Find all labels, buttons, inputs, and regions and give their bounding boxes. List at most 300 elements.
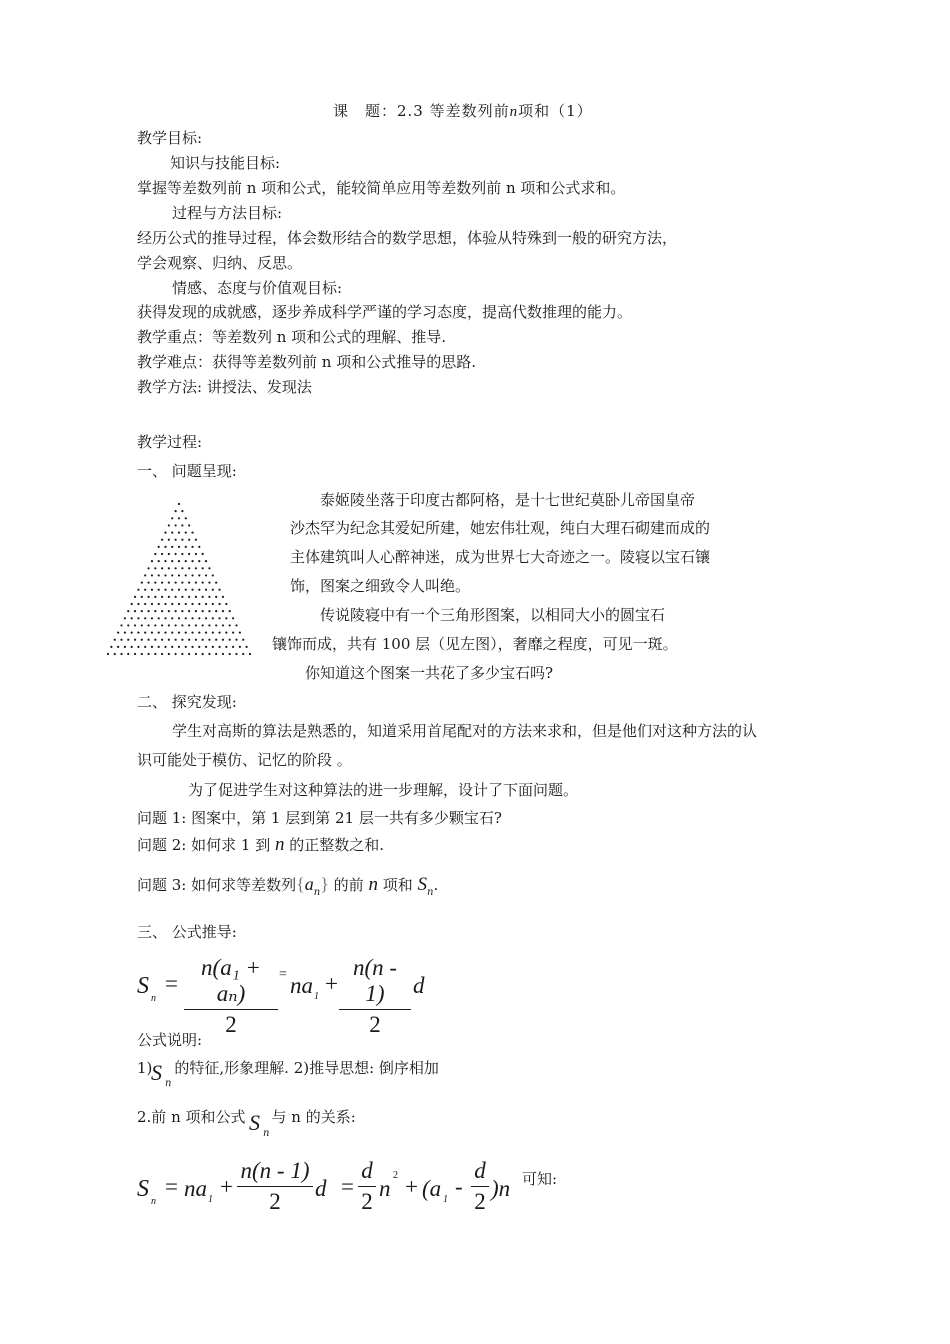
gem-dot	[164, 617, 166, 619]
gem-dot	[188, 581, 190, 583]
gem-dot	[235, 624, 237, 626]
f2-na: na	[184, 1176, 207, 1201]
gem-dot	[124, 646, 126, 648]
f2-frac3-bar	[471, 1186, 489, 1187]
sum-formula-1	[137, 955, 437, 1037]
gem-dot	[124, 617, 126, 619]
key-point: 教学重点：等差数列 n 项和公式的理解、推导.	[137, 328, 446, 346]
f2-frac2-den: 2	[361, 1189, 373, 1214]
gem-dot	[185, 617, 187, 619]
gem-dot	[215, 653, 217, 655]
gem-dot	[188, 539, 190, 541]
gem-dot	[212, 646, 214, 648]
q3-text-a: 问题 3: 如何求等差数列	[137, 876, 297, 894]
gem-dot	[151, 603, 153, 605]
f2-frac-2	[358, 1158, 376, 1215]
gem-dot	[195, 610, 197, 612]
sum-formula-2	[137, 1158, 577, 1218]
gem-dot	[222, 639, 224, 641]
gem-dot	[191, 646, 193, 648]
gem-dot	[141, 581, 143, 583]
gem-dot	[124, 631, 126, 633]
gem-dot	[161, 653, 163, 655]
gem-dot	[178, 646, 180, 648]
gem-dot	[191, 574, 193, 576]
gem-dot	[198, 603, 200, 605]
gem-dot	[161, 610, 163, 612]
note2-S: S	[249, 1110, 260, 1135]
explore-text-2: 识可能处于模仿、记忆的阶段 。	[137, 751, 352, 769]
gem-dot	[181, 581, 183, 583]
f2-bar	[237, 1186, 313, 1187]
gem-dot	[141, 653, 143, 655]
process-title: 教学过程:	[137, 433, 203, 451]
gem-dot	[232, 617, 234, 619]
f2-eq: =	[165, 1174, 178, 1199]
gem-dot	[208, 581, 210, 583]
story-line-2: 沙杰罕为纪念其爱妃所建，她宏伟壮观，纯白大理石砌建而成的	[290, 519, 711, 537]
gem-dot	[181, 653, 183, 655]
gem-dot	[198, 560, 200, 562]
f1-na: na	[290, 973, 313, 998]
gem-dot	[161, 596, 163, 598]
gem-dot	[137, 617, 139, 619]
gem-dot	[232, 646, 234, 648]
section-problem: 一、 问题呈现:	[137, 462, 237, 480]
gem-dot	[107, 653, 109, 655]
f1-num2: n(n - 1)	[352, 955, 398, 1006]
gem-dot	[154, 653, 156, 655]
gem-dot	[185, 603, 187, 605]
gem-dot	[158, 589, 160, 591]
gem-dot	[191, 603, 193, 605]
gem-dot	[175, 639, 177, 641]
q3-text-c: 项和	[382, 876, 413, 894]
gem-dot	[235, 639, 237, 641]
gem-dot	[185, 517, 187, 519]
gem-dot	[208, 596, 210, 598]
gem-dot	[161, 553, 163, 555]
title-prefix: 课 题：2.3 等差数列前	[333, 102, 510, 120]
gem-dot	[229, 624, 231, 626]
gem-dot	[147, 639, 149, 641]
f1-S: S	[137, 973, 149, 999]
gem-dot	[175, 653, 177, 655]
gem-dot	[114, 653, 116, 655]
gem-dot	[178, 603, 180, 605]
gem-dot	[127, 610, 129, 612]
can-know: 可知:	[522, 1170, 558, 1188]
knowledge-text: 掌握等差数列前 n 项和公式，能较简单应用等差数列前 n 项和公式求和。	[137, 179, 626, 197]
gem-dot	[158, 631, 160, 633]
f1-num: n(a₁ + aₙ)	[201, 955, 261, 1006]
section-explore: 二、 探究发现:	[137, 693, 237, 711]
gem-dot	[171, 631, 173, 633]
gem-dot	[249, 653, 251, 655]
gem-dot	[215, 624, 217, 626]
gem-dot	[171, 617, 173, 619]
gem-dot	[178, 617, 180, 619]
gem-dot	[171, 560, 173, 562]
gem-dot	[164, 603, 166, 605]
gem-dot	[147, 596, 149, 598]
gem-dot	[222, 596, 224, 598]
gem-dot	[188, 610, 190, 612]
f2-minus: -	[455, 1174, 463, 1199]
gem-dot	[178, 531, 180, 533]
gem-dot	[120, 653, 122, 655]
gem-dot	[191, 631, 193, 633]
gem-dot	[188, 567, 190, 569]
q3-text-b: 的前	[333, 876, 364, 894]
gem-dot	[195, 581, 197, 583]
gem-dot	[147, 610, 149, 612]
f1-den2: 2	[369, 1012, 381, 1037]
gem-dot	[144, 631, 146, 633]
gem-dot	[218, 589, 220, 591]
gem-dot	[188, 624, 190, 626]
note1-text: 的特征,形象理解. 2)推导思想: 倒序相加	[174, 1059, 439, 1077]
gem-dot	[212, 617, 214, 619]
note1-S: S	[151, 1060, 162, 1085]
gem-dot	[168, 567, 170, 569]
gem-dot	[181, 510, 183, 512]
q3-a-sub: n	[313, 887, 321, 898]
gem-dot	[181, 596, 183, 598]
gem-dot	[175, 553, 177, 555]
gem-dot	[158, 546, 160, 548]
f1-frac-1	[184, 955, 278, 1038]
gem-dot	[147, 624, 149, 626]
gem-dot	[147, 581, 149, 583]
gem-dot	[161, 567, 163, 569]
gem-dot	[175, 581, 177, 583]
gem-dot	[141, 624, 143, 626]
gem-dot	[131, 631, 133, 633]
gem-dot	[205, 646, 207, 648]
q3-s: S	[417, 874, 428, 895]
gem-dot	[222, 624, 224, 626]
gem-dot	[147, 653, 149, 655]
gem-dot	[185, 560, 187, 562]
gem-dot	[134, 624, 136, 626]
gem-dot	[171, 589, 173, 591]
f2-d: d	[315, 1176, 327, 1201]
gem-dot	[144, 603, 146, 605]
gem-dot	[175, 539, 177, 541]
gem-dot	[188, 524, 190, 526]
gem-dot	[168, 624, 170, 626]
gem-dot	[110, 646, 112, 648]
f2-frac2-num: d	[361, 1158, 373, 1183]
gem-dot	[151, 560, 153, 562]
gem-dot	[202, 653, 204, 655]
note-1	[137, 1058, 439, 1078]
gem-dot	[154, 624, 156, 626]
gem-dot	[208, 610, 210, 612]
f2-frac-1	[237, 1158, 313, 1215]
story-line-3: 主体建筑叫人心醉神迷，成为世界七大奇迹之一。陵寝以宝石镶	[290, 548, 711, 566]
gem-dot	[181, 567, 183, 569]
gem-dot	[168, 581, 170, 583]
brace-left: {	[296, 874, 305, 894]
gem-dot	[137, 603, 139, 605]
gem-dot	[202, 639, 204, 641]
gem-dot	[168, 539, 170, 541]
title-suffix: 项和（1）	[518, 102, 593, 120]
q2-text-b: 的正整数之和.	[289, 836, 385, 854]
gem-dot	[195, 539, 197, 541]
gem-dot	[181, 539, 183, 541]
gem-dot	[158, 617, 160, 619]
f1-den: 2	[225, 1012, 237, 1037]
gem-dot	[127, 639, 129, 641]
f1-S-sub: n	[151, 993, 156, 1004]
gem-dot	[164, 560, 166, 562]
gem-dot	[185, 546, 187, 548]
f2-S: S	[137, 1176, 149, 1202]
gem-dot	[151, 574, 153, 576]
gem-dot	[134, 610, 136, 612]
gem-dot	[158, 646, 160, 648]
gem-dot	[127, 624, 129, 626]
process-text-1: 经历公式的推导过程，体会数形结合的数学思想，体验从特殊到一般的研究方法，	[137, 229, 678, 247]
gem-dot	[175, 610, 177, 612]
gem-dot	[131, 617, 133, 619]
gem-dot	[175, 624, 177, 626]
gem-dot	[215, 639, 217, 641]
gem-dot	[208, 567, 210, 569]
gem-dot	[144, 589, 146, 591]
gem-dot	[242, 653, 244, 655]
gem-dot	[131, 646, 133, 648]
gem-dot	[181, 639, 183, 641]
f2-frac2-bar	[358, 1186, 376, 1187]
gem-dot	[158, 560, 160, 562]
gem-dot	[205, 603, 207, 605]
gem-dot	[195, 624, 197, 626]
note1-prefix: 1)	[137, 1059, 153, 1077]
gem-dot	[198, 646, 200, 648]
gem-dot	[185, 531, 187, 533]
gem-dot	[188, 653, 190, 655]
gem-dot	[144, 617, 146, 619]
gem-dot	[137, 631, 139, 633]
brace-right: }	[320, 874, 329, 894]
gem-dot	[185, 589, 187, 591]
gem-dot	[175, 596, 177, 598]
gem-dot	[171, 574, 173, 576]
f1-d: d	[413, 973, 425, 998]
emotion-text: 获得发现的成就感，逐步养成科学严谨的学习态度，提高代数推理的能力。	[137, 303, 633, 321]
gem-dot	[161, 581, 163, 583]
gem-dot	[198, 546, 200, 548]
f2-num: n(n - 1)	[240, 1158, 310, 1183]
gem-dot	[164, 631, 166, 633]
gem-dot	[198, 574, 200, 576]
gem-dot	[117, 646, 119, 648]
gem-dot	[208, 639, 210, 641]
gem-dot	[127, 653, 129, 655]
q3-dot: .	[433, 876, 439, 894]
gem-dot	[188, 639, 190, 641]
q3-n: n	[368, 874, 378, 895]
gem-dot	[151, 589, 153, 591]
gem-dot	[144, 574, 146, 576]
gem-dot	[175, 510, 177, 512]
gem-dot	[208, 624, 210, 626]
gem-dot	[191, 531, 193, 533]
gem-dot	[242, 639, 244, 641]
gem-dot	[202, 567, 204, 569]
gem-triangle-figure	[105, 500, 253, 660]
gem-dot	[141, 596, 143, 598]
gem-dot	[168, 610, 170, 612]
gem-dot	[198, 631, 200, 633]
gem-dot	[147, 567, 149, 569]
f2-eq-2: =	[341, 1174, 354, 1199]
gem-dot	[141, 610, 143, 612]
gem-dot	[131, 603, 133, 605]
gem-dot	[178, 574, 180, 576]
gem-dot	[154, 639, 156, 641]
question-2	[137, 835, 384, 855]
gem-dot	[212, 589, 214, 591]
question-3	[137, 874, 438, 898]
gem-dot	[161, 624, 163, 626]
gem-dot	[168, 596, 170, 598]
gem-dot	[151, 646, 153, 648]
gem-dot	[158, 603, 160, 605]
gem-dot	[154, 596, 156, 598]
gem-dot	[202, 581, 204, 583]
gem-dot	[225, 603, 227, 605]
gem-dot	[191, 546, 193, 548]
gem-dot	[229, 610, 231, 612]
explore-text-1: 学生对高斯的算法是熟悉的，知道采用首尾配对的方法来求和，但是他们对这种方法的认	[172, 722, 758, 740]
f1-na-sub: 1	[314, 991, 319, 1002]
section-derivation: 三、 公式推导:	[137, 923, 237, 941]
gem-dot	[225, 631, 227, 633]
gem-dot	[215, 610, 217, 612]
gem-dot	[212, 603, 214, 605]
difficulty: 教学难点：获得等差数列前 n 项和公式推导的思路.	[137, 353, 476, 371]
formula-note: 公式说明:	[137, 1031, 203, 1049]
gem-dot	[212, 631, 214, 633]
story-line-5: 传说陵寝中有一个三角形图案，以相同大小的圆宝石	[320, 606, 666, 624]
gem-dot	[205, 631, 207, 633]
f2-S-sub: n	[151, 1196, 156, 1207]
f1-frac-2	[339, 955, 411, 1038]
gem-dot	[168, 524, 170, 526]
gem-dot	[235, 653, 237, 655]
f2-plus: +	[220, 1174, 233, 1199]
gem-dot	[232, 631, 234, 633]
gem-dot	[168, 653, 170, 655]
process-text-2: 学会观察、归纳、反思。	[137, 254, 303, 272]
f2-na-sub: 1	[208, 1194, 213, 1205]
f1-plus: +	[325, 971, 338, 996]
note2-S-sub: n	[263, 1128, 270, 1139]
question-1: 问题 1: 图案中，第 1 层到第 21 层一共有多少颗宝石?	[137, 809, 502, 827]
gem-dot	[168, 639, 170, 641]
f1-bar	[184, 1009, 278, 1010]
gem-dot	[212, 574, 214, 576]
gem-dot	[164, 531, 166, 533]
gem-dot	[218, 646, 220, 648]
gem-dot	[120, 639, 122, 641]
gem-dot	[171, 517, 173, 519]
teaching-method: 教学方法: 讲授法、发现法	[137, 378, 312, 396]
gem-dot	[246, 646, 248, 648]
gem-dot	[191, 560, 193, 562]
gem-dot	[181, 524, 183, 526]
gem-dot	[195, 567, 197, 569]
f1-bar2	[339, 1009, 411, 1010]
gem-dot	[175, 524, 177, 526]
f2-a: (a	[422, 1176, 442, 1201]
gem-dot	[178, 546, 180, 548]
gem-dot	[151, 617, 153, 619]
explore-text-3: 为了促进学生对这种算法的进一步理解，设计了下面问题。	[188, 781, 579, 799]
gem-dot	[188, 596, 190, 598]
goals-heading: 教学目标:	[137, 129, 203, 147]
gem-dot	[134, 596, 136, 598]
gem-dot	[178, 517, 180, 519]
gem-dot	[137, 589, 139, 591]
note-2	[137, 1107, 356, 1127]
q3-a: a	[304, 874, 314, 894]
gem-dot	[171, 603, 173, 605]
gem-dot	[202, 596, 204, 598]
q2-n: n	[275, 834, 285, 855]
gem-dot	[218, 631, 220, 633]
gem-dot	[191, 617, 193, 619]
process-heading: 过程与方法目标:	[172, 204, 283, 222]
gem-dot	[168, 553, 170, 555]
gem-dot	[195, 653, 197, 655]
gem-dot	[215, 581, 217, 583]
gem-dot	[218, 603, 220, 605]
f2-plus-2: +	[405, 1174, 418, 1199]
title-n: n	[509, 104, 519, 120]
gem-dot	[117, 631, 119, 633]
gem-dot	[141, 639, 143, 641]
emotion-heading: 情感、态度与价值观目标:	[172, 279, 343, 297]
gem-dot	[198, 589, 200, 591]
gem-dot	[208, 653, 210, 655]
gem-dot	[185, 646, 187, 648]
gem-dot	[164, 646, 166, 648]
gem-dot	[205, 617, 207, 619]
gem-dot	[181, 610, 183, 612]
gem-dot	[195, 596, 197, 598]
f2-a-sub: 1	[443, 1194, 448, 1205]
gem-dot	[198, 617, 200, 619]
gem-dot	[134, 653, 136, 655]
gem-dot	[175, 567, 177, 569]
gem-dot	[114, 639, 116, 641]
gem-dot	[229, 639, 231, 641]
f2-frac3-den: 2	[474, 1189, 486, 1214]
gem-dot	[195, 553, 197, 555]
gem-dot	[225, 646, 227, 648]
gem-dot	[164, 574, 166, 576]
gem-dot	[239, 646, 241, 648]
story-line-1: 泰姬陵坐落于印度古都阿格，是十七世纪莫卧儿帝国皇帝	[320, 491, 696, 509]
f2-sq: 2	[393, 1170, 398, 1181]
gem-dot	[154, 553, 156, 555]
